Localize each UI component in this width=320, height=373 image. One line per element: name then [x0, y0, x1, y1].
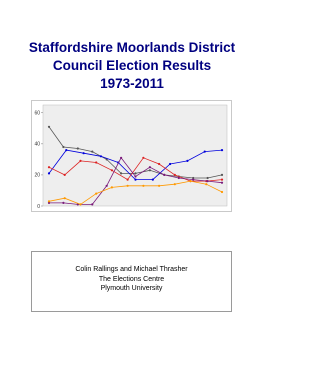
- series-4-point-3: [95, 193, 97, 195]
- y-tick-label-0: 0: [37, 203, 40, 210]
- title-line-3: 1973-2011: [100, 76, 164, 91]
- series-0-point-5: [120, 172, 122, 174]
- credit-organisation: The Elections Centre: [98, 275, 165, 283]
- series-2-point-5: [127, 179, 129, 181]
- series-2-point-6: [142, 157, 144, 159]
- series-4-point-0: [48, 200, 50, 202]
- series-1-point-0: [48, 172, 50, 174]
- series-4-point-7: [158, 185, 160, 187]
- series-3-point-5: [120, 157, 122, 159]
- series-1-point-10: [221, 149, 223, 151]
- series-3-point-6: [134, 175, 136, 177]
- series-0-point-2: [77, 147, 79, 149]
- title-line-1: Staffordshire Moorlands District: [28, 40, 236, 55]
- series-4-point-5: [127, 185, 129, 187]
- series-2-point-2: [79, 160, 81, 162]
- series-3-point-4: [106, 185, 108, 187]
- series-4-point-10: [205, 183, 207, 185]
- series-1-point-3: [100, 155, 102, 157]
- series-2-point-0: [48, 166, 50, 168]
- series-2-point-3: [95, 161, 97, 163]
- series-0-point-6: [134, 172, 136, 174]
- series-1-point-8: [186, 160, 188, 162]
- series-3-point-1: [62, 202, 64, 204]
- series-0-point-12: [221, 174, 223, 176]
- series-1-point-5: [134, 179, 136, 181]
- document-title: [0, 39, 264, 93]
- series-4-point-2: [79, 203, 81, 205]
- series-2-point-11: [221, 179, 223, 181]
- series-1-point-2: [83, 152, 85, 154]
- series-1-point-1: [65, 149, 67, 151]
- series-3-point-10: [192, 179, 194, 181]
- series-3-point-8: [163, 174, 165, 176]
- series-3-point-9: [178, 177, 180, 179]
- series-1-point-9: [204, 151, 206, 153]
- title-line-2: Council Election Results: [52, 58, 212, 73]
- plot-area: [43, 105, 227, 206]
- series-2-point-4: [111, 169, 113, 171]
- series-0-point-0: [48, 126, 50, 128]
- series-1-point-7: [169, 163, 171, 165]
- y-tick-label-20: 20: [34, 172, 40, 179]
- series-2-point-1: [64, 174, 66, 176]
- series-4-point-11: [221, 191, 223, 193]
- series-0-point-1: [62, 146, 64, 148]
- y-tick-label-60: 60: [34, 110, 40, 117]
- series-0-point-7: [149, 169, 151, 171]
- results-line-chart: [31, 100, 232, 212]
- series-4-point-8: [174, 183, 176, 185]
- series-2-point-7: [158, 163, 160, 165]
- series-4-point-6: [142, 185, 144, 187]
- series-0-point-3: [91, 151, 93, 153]
- credits-box: [31, 251, 232, 312]
- series-4-point-1: [64, 197, 66, 199]
- series-3-point-12: [221, 182, 223, 184]
- series-4-point-9: [189, 180, 191, 182]
- series-3-point-3: [91, 203, 93, 205]
- credit-university: Plymouth University: [100, 285, 163, 292]
- series-3-point-11: [207, 180, 209, 182]
- credit-authors: Colin Rallings and Michael Thrasher: [75, 266, 188, 273]
- series-4-point-4: [111, 186, 113, 188]
- series-0-point-11: [207, 177, 209, 179]
- series-3-point-7: [149, 166, 151, 168]
- series-2-point-8: [174, 174, 176, 176]
- y-tick-label-40: 40: [34, 141, 40, 148]
- series-1-point-6: [152, 179, 154, 181]
